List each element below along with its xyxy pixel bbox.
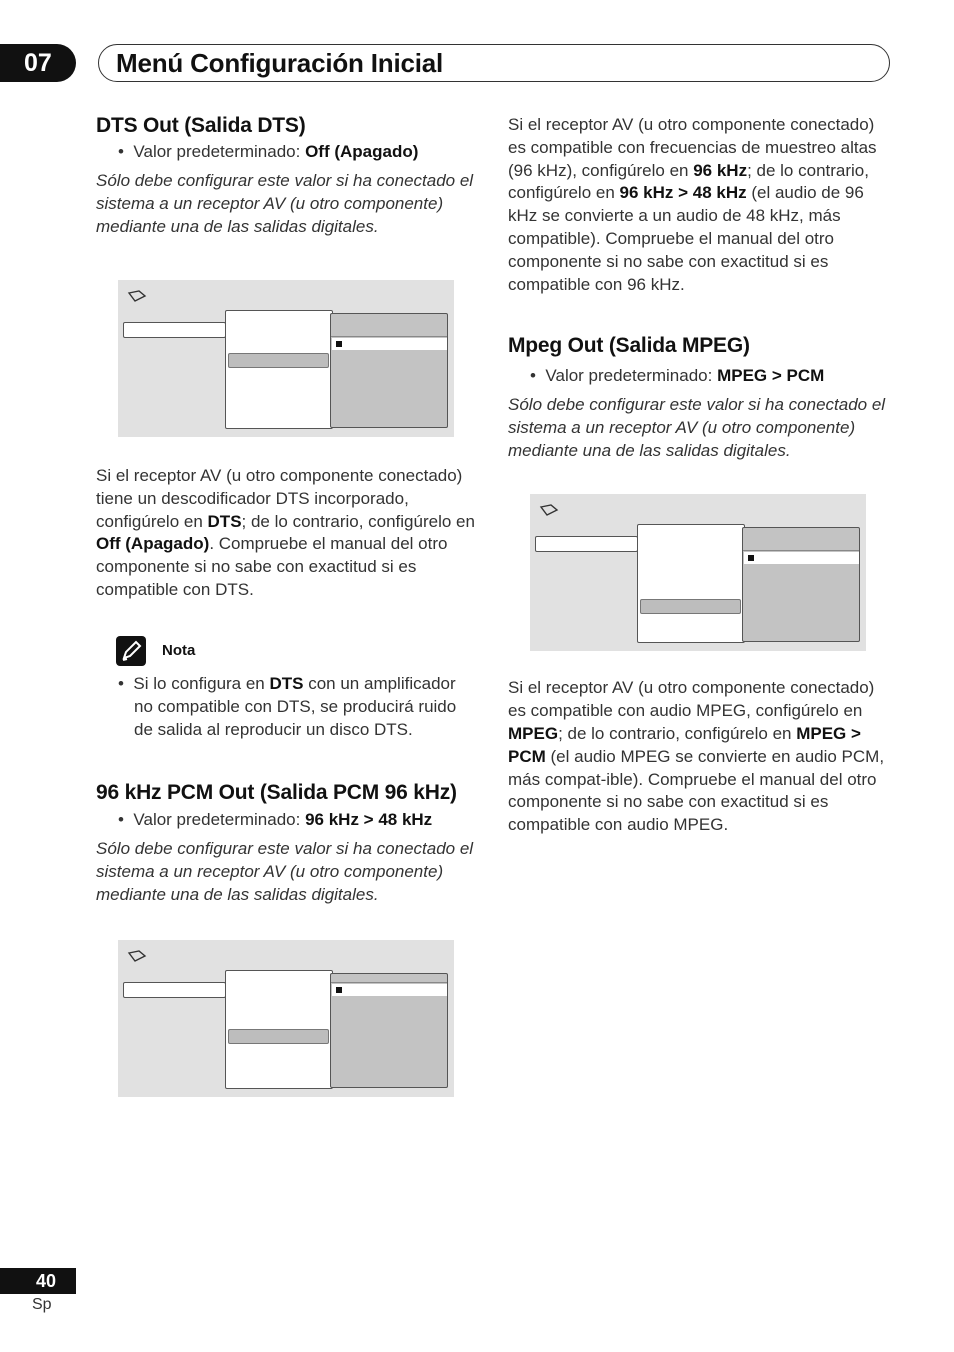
dts-paragraph: Si el receptor AV (u otro componente conectado) tiene un descodificador DTS incorporado, configúrelo en DTS; de lo contrario, configúrelo en Off (Apagado). Compruebe el manual del otro componente si no sabe con exactitud si es compatible con DTS. (96, 466, 475, 599)
page-number: 40 (0, 1268, 76, 1294)
nota-block (96, 636, 476, 668)
selection-marker-icon (336, 341, 342, 347)
menu-option-panel (742, 527, 860, 642)
dts-heading: DTS Out (Salida DTS) (96, 114, 306, 137)
menu-option-panel (330, 313, 448, 428)
menu-highlight (228, 1029, 329, 1044)
dts-default: • Valor predeterminado: Off (Apagado) (118, 142, 419, 161)
menu-middle-panel (225, 970, 333, 1089)
mpeg-note: Sólo debe configurar este valor si ha conectado el sistema a un receptor AV (u otro componente) mediante una de las salidas digitales. (508, 395, 886, 461)
menu-highlight (640, 599, 741, 614)
page-title: Menú Configuración Inicial (116, 47, 444, 78)
menu-selected-option (744, 552, 859, 564)
mpeg-menu-screen (530, 494, 866, 651)
khz96-note: Sólo debe configurar este valor si ha conectado el sistema a un receptor AV (u otro componente) mediante una de las salidas digitales. (96, 838, 474, 904)
pencil-icon (116, 636, 146, 666)
default-value: MPEG > PCM (717, 366, 825, 386)
default-label: Valor predeterminado: (133, 809, 306, 829)
khz96-menu-screen (118, 940, 454, 1097)
menu-highlight (228, 353, 329, 368)
default-label: Valor predeterminado: (545, 366, 718, 386)
default-value: 96 kHz > 48 kHz (305, 809, 433, 829)
chapter-number: 07 (0, 44, 76, 82)
disc-icon (127, 290, 147, 302)
menu-left-item (535, 536, 638, 552)
mpeg-paragraph: Si el receptor AV (u otro componente conectado) es compatible con audio MPEG, configúrelo en MPEG; de lo contrario, configúrelo en MPEG > PCM (el audio MPEG se convierte en audio PCM, más compat-ible). Compruebe el manual del otro componente si no sabe con exactitud si es compatible con audio MPEG. (508, 678, 885, 835)
menu-left-item (123, 322, 226, 338)
menu-selected-option (332, 338, 447, 350)
mpeg-heading: Mpeg Out (Salida MPEG) (508, 334, 750, 358)
page-language: Sp (32, 1296, 52, 1313)
dts-menu-screen (118, 280, 454, 437)
menu-selected-option (332, 984, 447, 996)
disc-icon (539, 504, 559, 516)
nota-text: • Si lo configura en DTS con un amplificador no compatible con DTS, se producirá ruido de salida al reproducir un disco DTS. (118, 673, 457, 739)
default-value: Off (Apagado) (305, 142, 419, 161)
nota-label: Nota (162, 641, 196, 659)
selection-marker-icon (336, 987, 342, 993)
menu-middle-panel (637, 524, 745, 643)
khz96-paragraph: Si el receptor AV (u otro componente conectado) es compatible con frecuencias de muestreo altas (96 kHz), configúrelo en 96 kHz; de lo contrario, configúrelo en 96 kHz > 48 kHz (el audio de 96 kHz se convierte a un audio de 48 kHz, más compatible). Compruebe el manual del otro componente si no sabe con exactitud si es compatible con 96 kHz. (508, 115, 877, 294)
left-column (96, 112, 476, 1097)
default-label: Valor predeterminado: (133, 142, 306, 161)
right-column (508, 114, 893, 837)
khz96-default: • Valor predeterminado: 96 kHz > 48 kHz (118, 809, 433, 829)
menu-left-item (123, 982, 226, 998)
menu-option-panel (330, 973, 448, 1088)
dts-note: Sólo debe configurar este valor si ha conectado el sistema a un receptor AV (u otro componente) mediante una de las salidas digitales. (96, 171, 474, 236)
disc-icon (127, 950, 147, 962)
mpeg-default: • Valor predeterminado: MPEG > PCM (530, 366, 825, 386)
selection-marker-icon (748, 555, 754, 561)
chapter-title-bar (98, 44, 890, 82)
menu-middle-panel (225, 310, 333, 429)
khz96-heading: 96 kHz PCM Out (Salida PCM 96 kHz) (96, 780, 457, 804)
